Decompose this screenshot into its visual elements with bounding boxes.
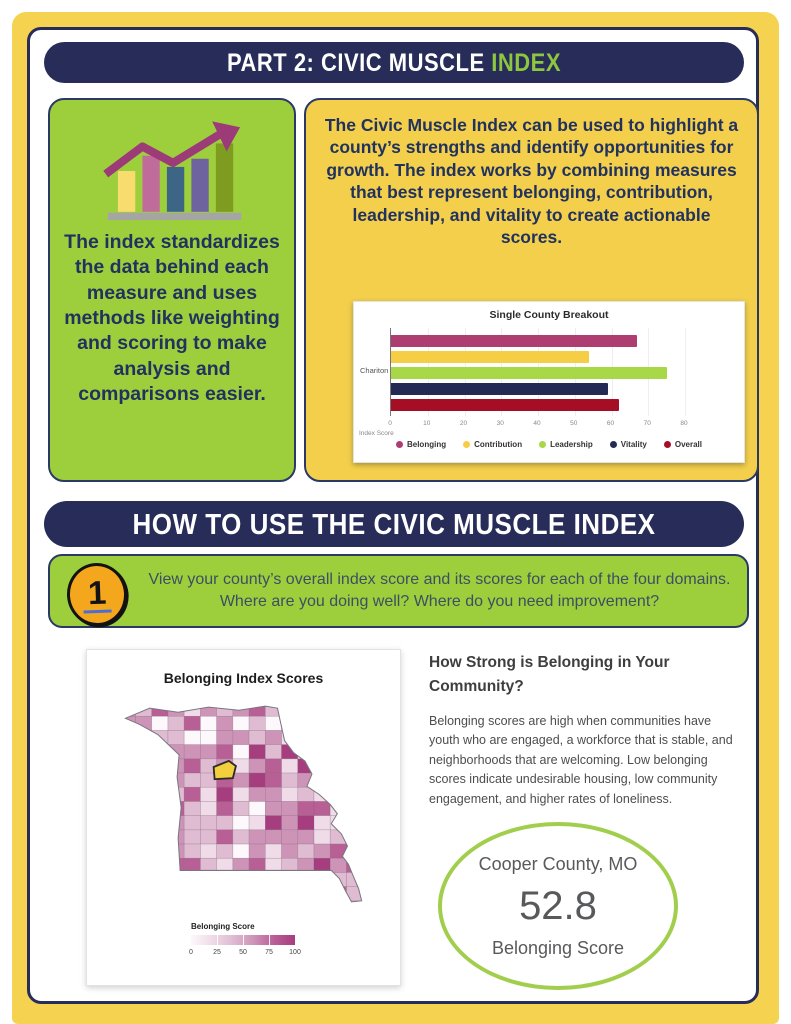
legend-item-vitality: Vitality (610, 440, 647, 449)
bar-overall (391, 399, 619, 411)
y-axis-category-label: Chariton (360, 366, 389, 375)
left-card-text: The index standardizes the data behind each measure and uses methods like weighting and scoring to make analysis and comparisons easier. (64, 231, 280, 406)
right-card-text: The Civic Muscle Index can be used to highlight a county’s strengths and identify opportunities for growth. The index works by combining measures that best represent belonging, contribution, leadership, and vitality to create actionable scores. (324, 115, 739, 247)
part2-banner (44, 42, 744, 83)
bar-contribution (391, 351, 589, 363)
x-axis-ticks: 0 10 20 30 40 50 60 70 80 (388, 420, 688, 427)
bar-belonging (391, 335, 637, 347)
single-county-breakout-chart (353, 301, 745, 463)
part2-banner-text: PART 2: CIVIC MUSCLE INDEX (226, 47, 562, 76)
bar-chart-growth-icon (92, 120, 252, 222)
chart-title: Single County Breakout (489, 309, 609, 321)
how-to-banner-text: HOW TO USE THE CIVIC MUSCLE INDEX (132, 506, 656, 541)
map-title: Belonging Index Scores (163, 670, 324, 686)
step-1-box (48, 554, 749, 628)
step-1-text: View your county’s overall index score and its scores for each of the four domains. Where are you doing well? Where do you need improvement? (148, 570, 731, 610)
county-name: Cooper County, MO (478, 853, 638, 874)
belonging-heading: How Strong is Belonging in Your Community? (429, 654, 670, 696)
map-legend-title: Belonging Score (191, 922, 255, 931)
legend-item-belonging: Belonging (396, 440, 446, 449)
map-legend (191, 922, 301, 959)
how-to-banner (44, 501, 744, 547)
part2-banner-highlight: INDEX (491, 47, 562, 76)
bar-leadership (391, 367, 667, 379)
belonging-map-card (86, 649, 401, 986)
step-1-number-badge (64, 561, 129, 629)
belonging-score-label: Belonging Score (491, 937, 625, 958)
index-explainer-card (304, 98, 759, 482)
missouri-choropleth-map (115, 696, 369, 911)
step-1-number: 1 (82, 576, 112, 614)
belonging-body: Belonging scores are high when communities have youth who are engaged, a workforce that is stable, and neighborhoods that are welcoming. Low belonging scores indicate undesirable housing, low community engagement, and higher rates of loneliness. (429, 714, 733, 806)
bar-vitality (391, 383, 608, 395)
legend-item-overall: Overall (664, 440, 702, 449)
legend-item-contribution: Contribution (463, 440, 522, 449)
map-legend-ticks: 0 25 50 75 100 (189, 949, 301, 956)
belonging-score-value: 52.8 (519, 883, 597, 928)
legend-item-leadership: Leadership (539, 440, 593, 449)
map-legend-gradient (191, 935, 295, 945)
belonging-text-column (429, 651, 749, 809)
county-score-oval (438, 822, 678, 990)
bar-plot-area (390, 328, 685, 416)
index-standardize-card (48, 98, 296, 482)
content-panel (27, 27, 759, 1004)
x-axis-title: Index Score (359, 430, 394, 437)
chart-legend (354, 440, 744, 449)
